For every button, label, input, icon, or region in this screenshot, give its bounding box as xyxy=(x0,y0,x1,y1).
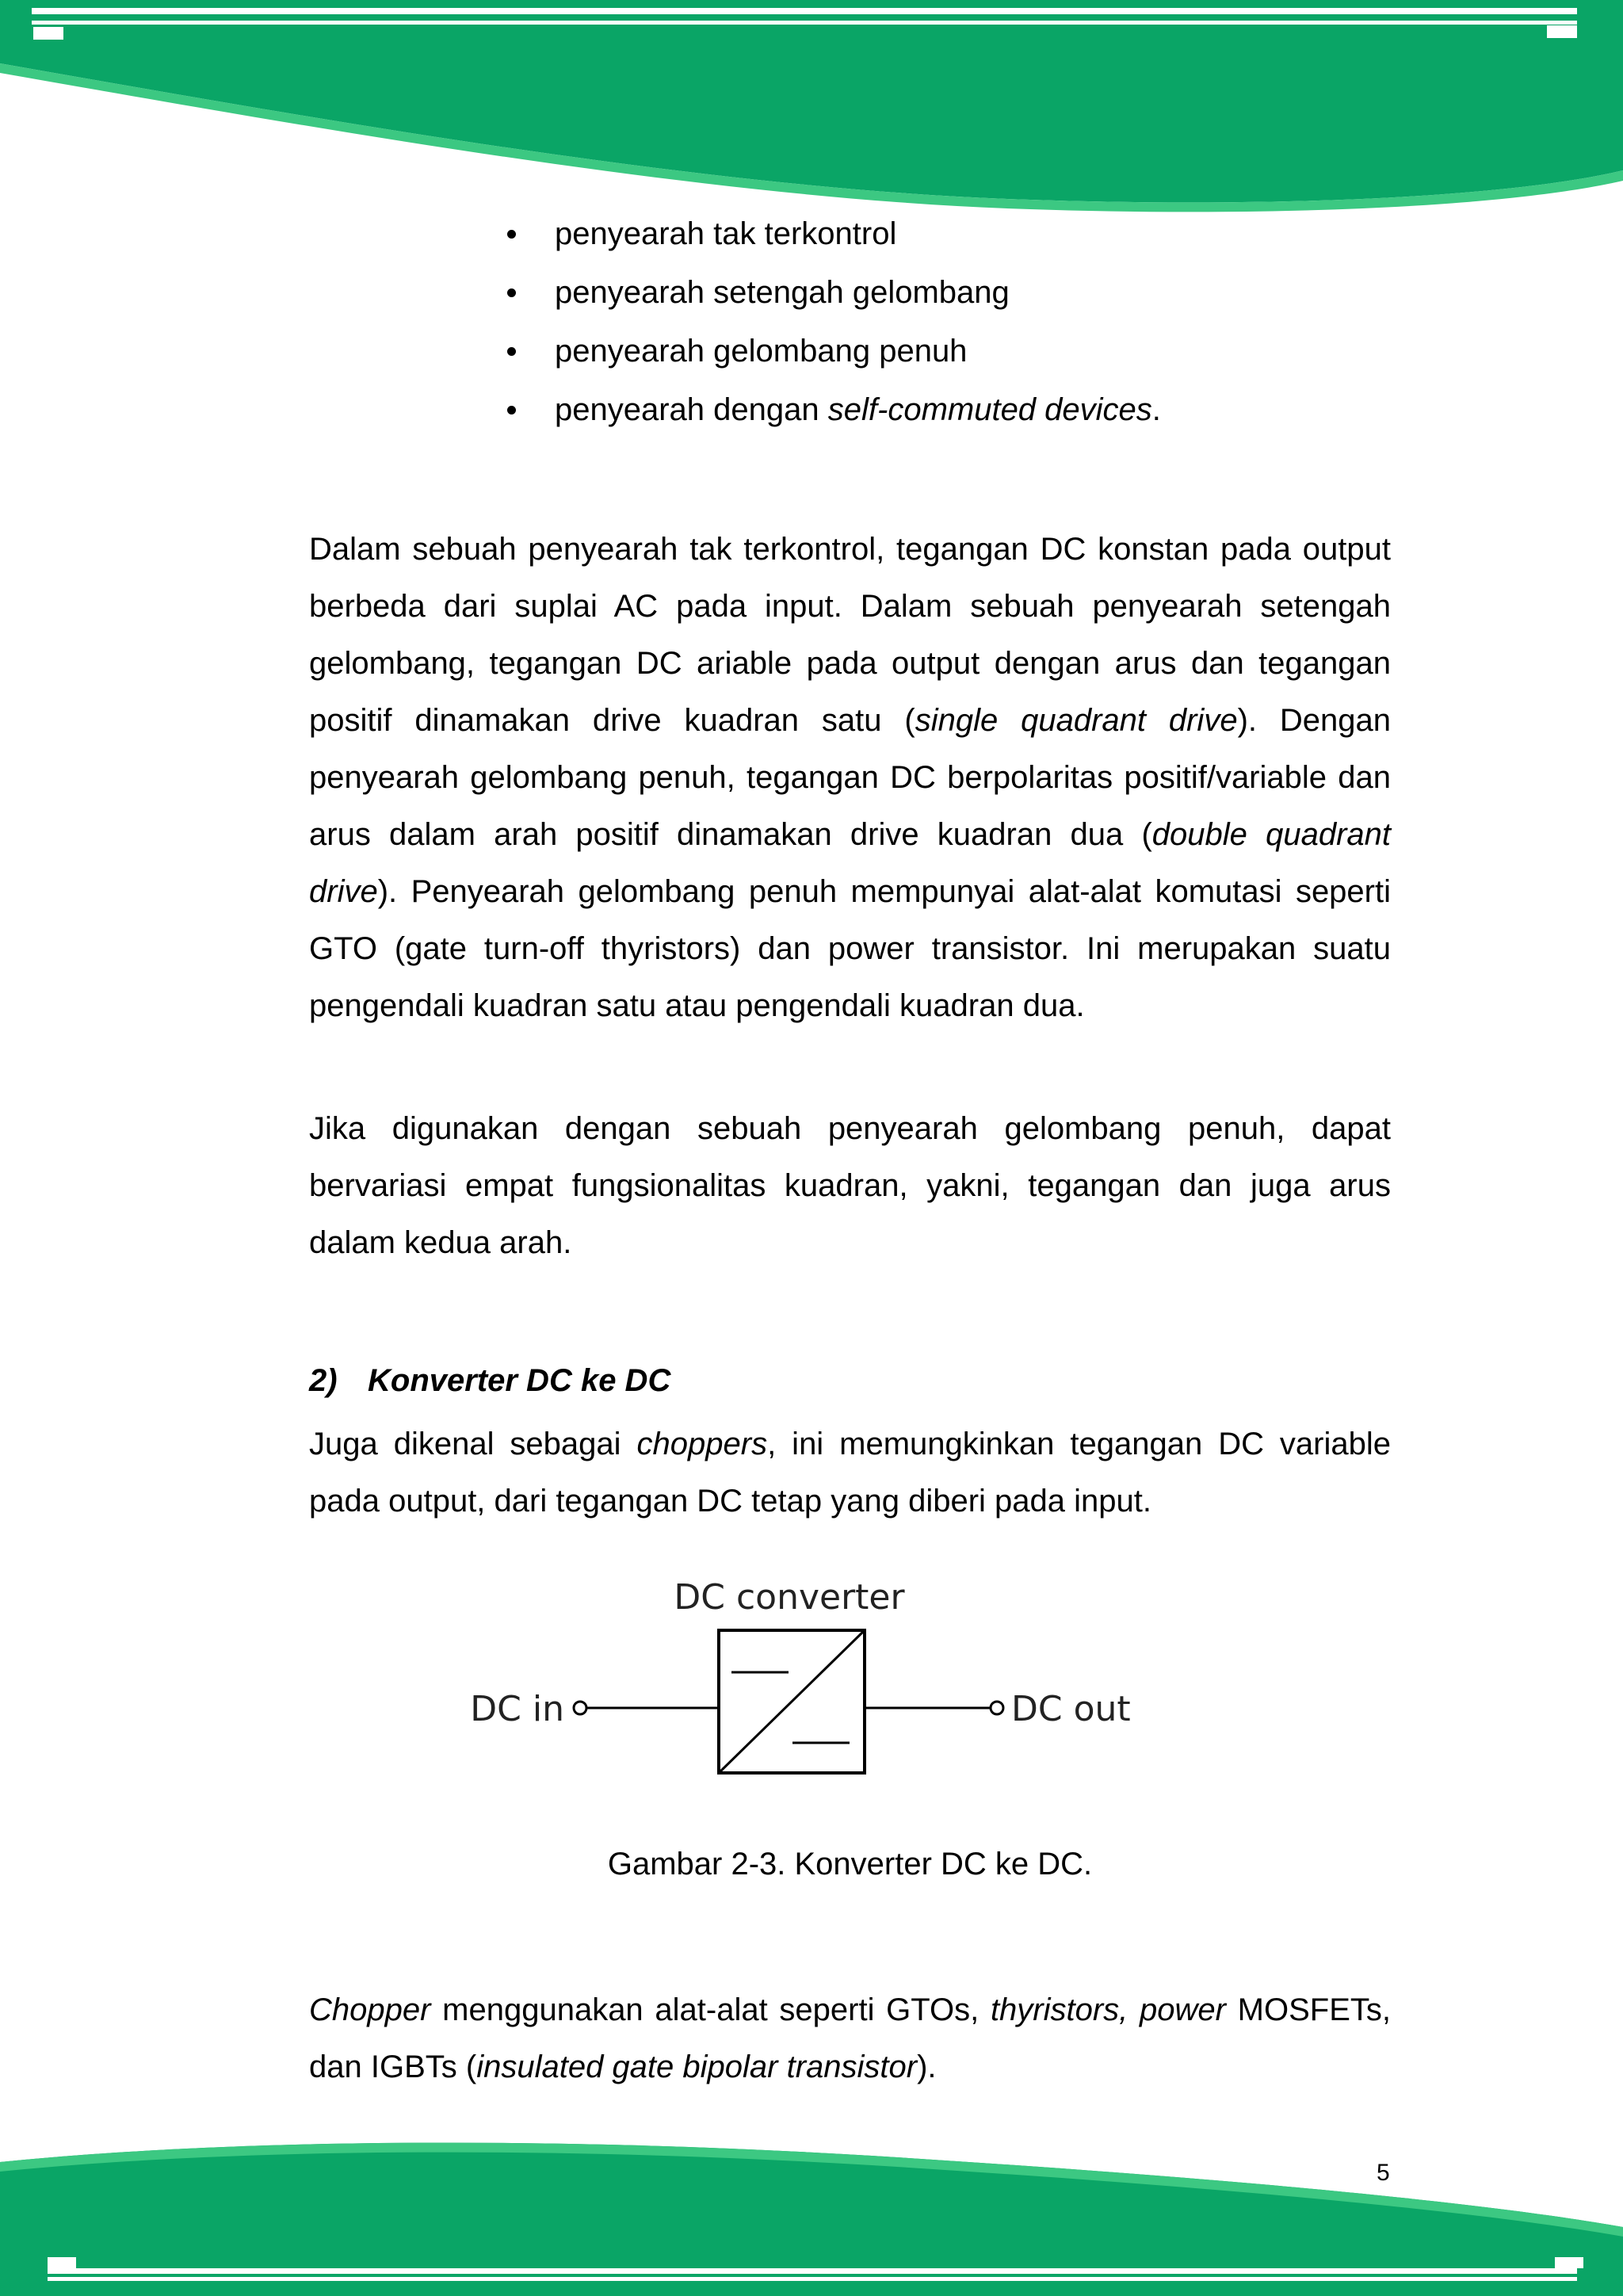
bullet-item xyxy=(507,204,1379,263)
text-run: ). Dengan penyearah gelombang penuh, tegangan DC berpolaritas positif/variable dan arus dalam arah positif dinamakan drive kuadran dua ( xyxy=(309,703,1391,852)
bullet-text xyxy=(555,275,1010,310)
text-run: penyearah tak terkontrol xyxy=(555,216,897,251)
diagram-title: DC converter xyxy=(674,1577,905,1618)
italic-text: self-commuted devices xyxy=(827,392,1152,427)
italic-text: choppers xyxy=(636,1427,768,1461)
header-banner xyxy=(0,0,1623,214)
text-run: penyearah dengan xyxy=(555,392,828,427)
bullet-icon xyxy=(507,347,516,356)
paragraph-four-quadrant xyxy=(309,1100,1391,1271)
section-number: 2) xyxy=(309,1363,338,1398)
text-run: Jika digunakan dengan sebuah penyearah gelombang penuh, dapat bervariasi empat fungsionalitas kuadran, yakni, tegangan dan juga arus dalam kedua arah. xyxy=(309,1111,1391,1260)
italic-text: double quadrant drive xyxy=(309,817,1391,909)
text-run: menggunakan alat-alat seperti GTOs, xyxy=(430,1992,991,2027)
output-terminal-icon xyxy=(991,1702,1003,1714)
input-terminal-icon xyxy=(574,1702,586,1714)
page-number: 5 xyxy=(1377,2160,1390,2186)
bullet-text xyxy=(555,392,1161,427)
dc-converter-diagram xyxy=(468,1569,1149,1807)
converter-diagonal xyxy=(719,1630,865,1773)
text-run: Dalam sebuah penyearah tak terkontrol, tegangan DC konstan pada output berbeda dari suplai AC pada input. Dalam sebuah penyearah setengah gelombang, tegangan DC ariable pada output dengan arus dan tegangan positif dinamakan drive kuadran satu ( xyxy=(309,532,1391,738)
italic-text: single quadrant drive xyxy=(915,703,1238,738)
text-run: , ini memungkinkan tegangan DC variable pada output, dari tegangan DC tetap yang diberi pada input. xyxy=(309,1427,1392,1519)
bullet-list xyxy=(507,204,1379,439)
bullet-item xyxy=(507,380,1379,439)
italic-text: Chopper xyxy=(309,1992,431,2027)
text-run: ). Penyearah gelombang penuh mempunyai alat-alat komutasi seperti GTO (gate turn-off thyristors) dan power transistor. Ini merupakan suatu pengendali kuadran satu atau pengendali kuadran dua. xyxy=(309,874,1391,1023)
bullet-item xyxy=(507,322,1379,380)
output-label: DC out xyxy=(1011,1689,1131,1729)
text-run: . xyxy=(1151,392,1161,427)
section-heading xyxy=(309,1352,670,1409)
text-run: MOSFETs, dan IGBTs ( xyxy=(309,1992,1392,2084)
bullet-icon xyxy=(507,406,516,415)
paragraph-uncontrolled-rectifier xyxy=(309,521,1391,1034)
bullet-text xyxy=(555,334,967,369)
figure-caption: Gambar 2-3. Konverter DC ke DC. xyxy=(607,1847,1093,1881)
italic-text: insulated gate bipolar transistor xyxy=(476,2050,918,2084)
text-run: penyearah gelombang penuh xyxy=(555,334,968,369)
italic-text: thyristors, power xyxy=(990,1992,1226,2027)
text-run: Juga dikenal sebagai xyxy=(309,1427,637,1461)
paragraph-choppers xyxy=(309,1415,1391,1530)
section-title: Konverter DC ke DC xyxy=(368,1363,671,1398)
footer-banner xyxy=(0,2132,1623,2296)
bullet-text xyxy=(555,216,896,251)
text-run: penyearah setengah gelombang xyxy=(555,275,1010,310)
text-run: ). xyxy=(917,2050,937,2084)
bullet-icon xyxy=(507,230,516,239)
bullet-icon xyxy=(507,288,516,297)
paragraph-chopper-devices xyxy=(309,1981,1391,2095)
bullet-item xyxy=(507,263,1379,322)
input-label: DC in xyxy=(470,1689,564,1729)
